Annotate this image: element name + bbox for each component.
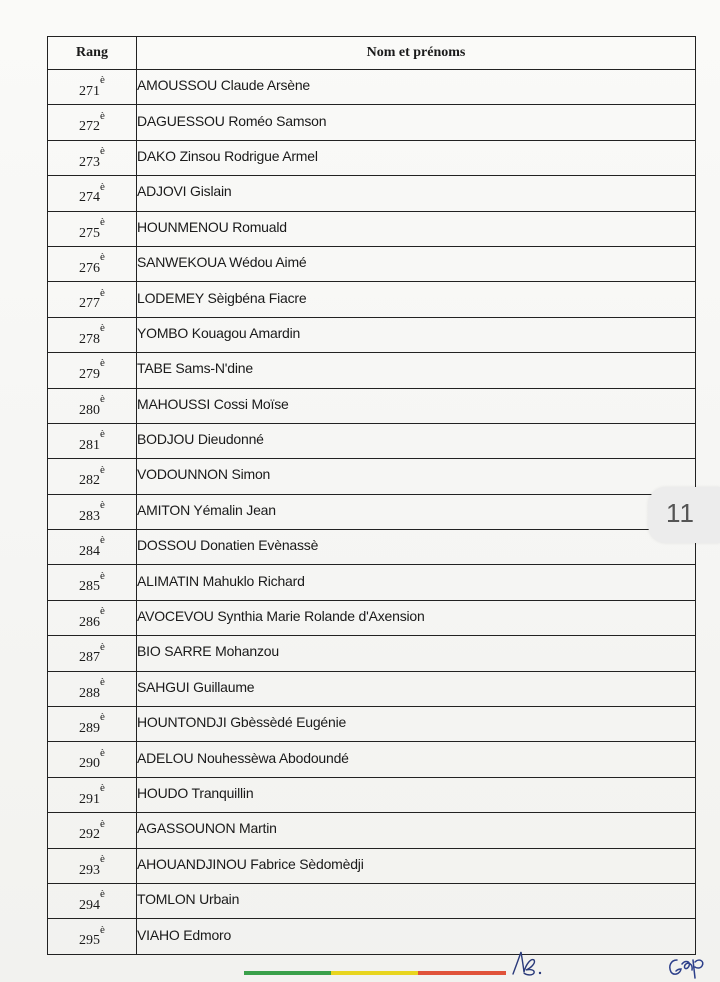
rank-suffix: è bbox=[100, 74, 105, 87]
name-cell bbox=[137, 813, 696, 848]
rank-cell bbox=[48, 211, 137, 246]
name-cell bbox=[137, 140, 696, 175]
rank-suffix: è bbox=[100, 534, 105, 547]
table-row bbox=[48, 530, 696, 565]
person-name: HOUNTONDJI Gbèssèdé Eugénie bbox=[137, 714, 347, 731]
person-name: ADELOU Nouhessèwa Abodoundé bbox=[137, 749, 349, 766]
flag-stripe-green bbox=[244, 971, 331, 975]
table-row bbox=[48, 459, 696, 494]
name-cell bbox=[137, 883, 696, 918]
name-cell bbox=[137, 636, 696, 671]
rank-suffix: è bbox=[100, 640, 105, 653]
ranking-table bbox=[47, 36, 696, 955]
table-row bbox=[48, 105, 696, 140]
person-name: DOSSOU Donatien Evènassè bbox=[137, 537, 319, 554]
table-header-row bbox=[48, 37, 696, 70]
rank-suffix: è bbox=[100, 145, 105, 158]
rank-suffix: è bbox=[100, 392, 105, 405]
flag-stripe-yellow bbox=[331, 971, 418, 975]
rank-cell bbox=[48, 600, 137, 635]
rank-cell bbox=[48, 105, 137, 140]
rank-suffix: è bbox=[100, 180, 105, 193]
rank-number: 280 bbox=[79, 402, 101, 418]
person-name: DAGUESSOU Roméo Samson bbox=[137, 112, 327, 129]
handwritten-signature bbox=[665, 952, 715, 980]
rank-suffix: è bbox=[100, 463, 105, 476]
rank-number: 289 bbox=[79, 721, 101, 737]
table-row bbox=[48, 813, 696, 848]
rank-cell bbox=[48, 282, 137, 317]
table-row bbox=[48, 919, 696, 954]
rank-suffix: è bbox=[100, 676, 105, 688]
table-row bbox=[48, 742, 696, 777]
person-name: BODJOU Dieudonné bbox=[137, 431, 264, 448]
rank-number: 283 bbox=[79, 508, 101, 524]
table-row bbox=[48, 140, 696, 175]
name-cell bbox=[137, 530, 696, 565]
person-name: AVOCEVOU Synthia Marie Rolande d'Axension bbox=[137, 608, 425, 625]
name-cell bbox=[137, 742, 696, 777]
name-cell bbox=[137, 848, 696, 883]
person-name: AGASSOUNON Martin bbox=[137, 820, 277, 837]
page-number: 11 bbox=[666, 498, 695, 528]
header-name: Nom et prénoms bbox=[137, 37, 696, 70]
rank-number: 279 bbox=[79, 367, 101, 383]
rank-cell bbox=[48, 246, 137, 281]
rank-suffix: è bbox=[100, 923, 105, 936]
rank-number: 278 bbox=[79, 331, 101, 347]
name-cell bbox=[137, 70, 696, 105]
rank-number: 275 bbox=[79, 225, 101, 241]
rank-cell bbox=[48, 777, 137, 812]
rank-suffix: è bbox=[100, 322, 105, 335]
person-name: LODEMEY Sèigbéna Fiacre bbox=[137, 289, 307, 306]
rank-number: 292 bbox=[79, 827, 101, 843]
name-cell bbox=[137, 423, 696, 458]
rank-suffix: è bbox=[100, 286, 105, 299]
name-cell bbox=[137, 459, 696, 494]
rank-cell bbox=[48, 388, 137, 423]
rank-number: 286 bbox=[79, 614, 101, 630]
rank-cell bbox=[48, 813, 137, 848]
table-row bbox=[48, 246, 696, 281]
rank-suffix: è bbox=[100, 888, 105, 901]
rank-suffix: è bbox=[100, 499, 105, 512]
table-body bbox=[48, 70, 696, 955]
person-name: ADJOVI Gislain bbox=[137, 183, 232, 200]
rank-cell bbox=[48, 742, 137, 777]
table-row bbox=[48, 565, 696, 600]
person-name: HOUNMENOU Romuald bbox=[137, 218, 287, 235]
table-row bbox=[48, 70, 696, 105]
rank-suffix: è bbox=[100, 817, 105, 830]
rank-cell bbox=[48, 140, 137, 175]
name-cell bbox=[137, 246, 696, 281]
table-row bbox=[48, 423, 696, 458]
rank-number: 277 bbox=[79, 296, 101, 312]
person-name: YOMBO Kouagou Amardin bbox=[137, 324, 301, 341]
person-name: MAHOUSSI Cossi Moïse bbox=[137, 395, 289, 412]
person-name: VIAHO Edmoro bbox=[137, 926, 232, 943]
page-number-indicator bbox=[648, 487, 720, 543]
header-rank: Rang bbox=[48, 37, 137, 70]
table-row bbox=[48, 707, 696, 742]
rank-cell bbox=[48, 565, 137, 600]
person-name: HOUDO Tranquillin bbox=[137, 785, 254, 801]
rank-number: 272 bbox=[79, 119, 101, 135]
person-name: AHOUANDJINOU Fabrice Sèdomèdji bbox=[137, 855, 364, 872]
name-cell bbox=[137, 919, 696, 954]
rank-number: 274 bbox=[79, 190, 101, 206]
person-name: VODOUNNON Simon bbox=[137, 466, 271, 483]
rank-cell bbox=[48, 176, 137, 211]
rank-suffix: è bbox=[100, 746, 105, 759]
rank-cell bbox=[48, 70, 137, 105]
person-name: AMITON Yémalin Jean bbox=[137, 501, 276, 518]
person-name: SAHGUI Guillaume bbox=[137, 678, 255, 695]
table-row bbox=[48, 600, 696, 635]
rank-number: 290 bbox=[79, 756, 101, 772]
rank-number: 282 bbox=[79, 473, 101, 489]
table-row bbox=[48, 671, 696, 706]
rank-suffix: è bbox=[100, 605, 105, 618]
rank-cell bbox=[48, 919, 137, 954]
table-row bbox=[48, 211, 696, 246]
table-row bbox=[48, 777, 696, 812]
rank-number: 293 bbox=[79, 862, 101, 878]
rank-cell bbox=[48, 671, 137, 706]
table-row bbox=[48, 388, 696, 423]
rank-number: 287 bbox=[79, 650, 101, 666]
name-cell bbox=[137, 565, 696, 600]
rank-cell bbox=[48, 317, 137, 352]
name-cell bbox=[137, 282, 696, 317]
rank-suffix: è bbox=[100, 711, 105, 724]
table-row bbox=[48, 848, 696, 883]
rank-cell bbox=[48, 459, 137, 494]
table-row bbox=[48, 176, 696, 211]
table-row bbox=[48, 353, 696, 388]
person-name: TABE Sams-N'dine bbox=[137, 360, 253, 377]
name-cell bbox=[137, 671, 696, 706]
name-cell bbox=[137, 600, 696, 635]
rank-suffix: è bbox=[100, 251, 105, 264]
rank-suffix: è bbox=[100, 357, 105, 370]
rank-number: 281 bbox=[79, 437, 101, 453]
rank-number: 288 bbox=[79, 685, 101, 701]
rank-number: 271 bbox=[79, 84, 101, 100]
rank-number: 295 bbox=[79, 933, 101, 949]
name-cell bbox=[137, 105, 696, 140]
name-cell bbox=[137, 317, 696, 352]
person-name: AMOUSSOU Claude Arsène bbox=[137, 77, 311, 94]
rank-number: 284 bbox=[79, 544, 101, 560]
table-row bbox=[48, 883, 696, 918]
rank-cell bbox=[48, 883, 137, 918]
rank-suffix: è bbox=[100, 569, 105, 582]
rank-number: 285 bbox=[79, 579, 101, 595]
person-name: DAKO Zinsou Rodrigue Armel bbox=[137, 147, 318, 164]
name-cell bbox=[137, 388, 696, 423]
rank-cell bbox=[48, 848, 137, 883]
name-cell bbox=[137, 707, 696, 742]
name-cell bbox=[137, 777, 696, 812]
flag-stripe-red bbox=[418, 971, 506, 975]
name-cell bbox=[137, 353, 696, 388]
person-name: ALIMATIN Mahuklo Richard bbox=[137, 572, 305, 589]
initial-signature-mark bbox=[507, 948, 547, 978]
rank-number: 273 bbox=[79, 154, 101, 170]
name-cell bbox=[137, 176, 696, 211]
rank-suffix: è bbox=[100, 215, 105, 228]
person-name: TOMLON Urbain bbox=[137, 891, 240, 908]
rank-suffix: è bbox=[100, 852, 105, 865]
rank-number: 294 bbox=[79, 898, 101, 913]
rank-cell bbox=[48, 494, 137, 529]
rank-number: 291 bbox=[79, 791, 101, 807]
rank-cell bbox=[48, 423, 137, 458]
table-row bbox=[48, 494, 696, 529]
name-cell bbox=[137, 494, 696, 529]
person-name: SANWEKOUA Wédou Aimé bbox=[137, 254, 307, 271]
rank-cell bbox=[48, 707, 137, 742]
rank-suffix: è bbox=[100, 782, 105, 795]
person-name: BIO SARRE Mohanzou bbox=[137, 643, 279, 660]
name-cell bbox=[137, 211, 696, 246]
table-row bbox=[48, 636, 696, 671]
table-row bbox=[48, 282, 696, 317]
rank-cell bbox=[48, 530, 137, 565]
rank-suffix: è bbox=[100, 109, 105, 122]
rank-cell bbox=[48, 353, 137, 388]
table-row bbox=[48, 317, 696, 352]
rank-cell bbox=[48, 636, 137, 671]
rank-number: 276 bbox=[79, 260, 101, 276]
rank-suffix: è bbox=[100, 428, 105, 441]
